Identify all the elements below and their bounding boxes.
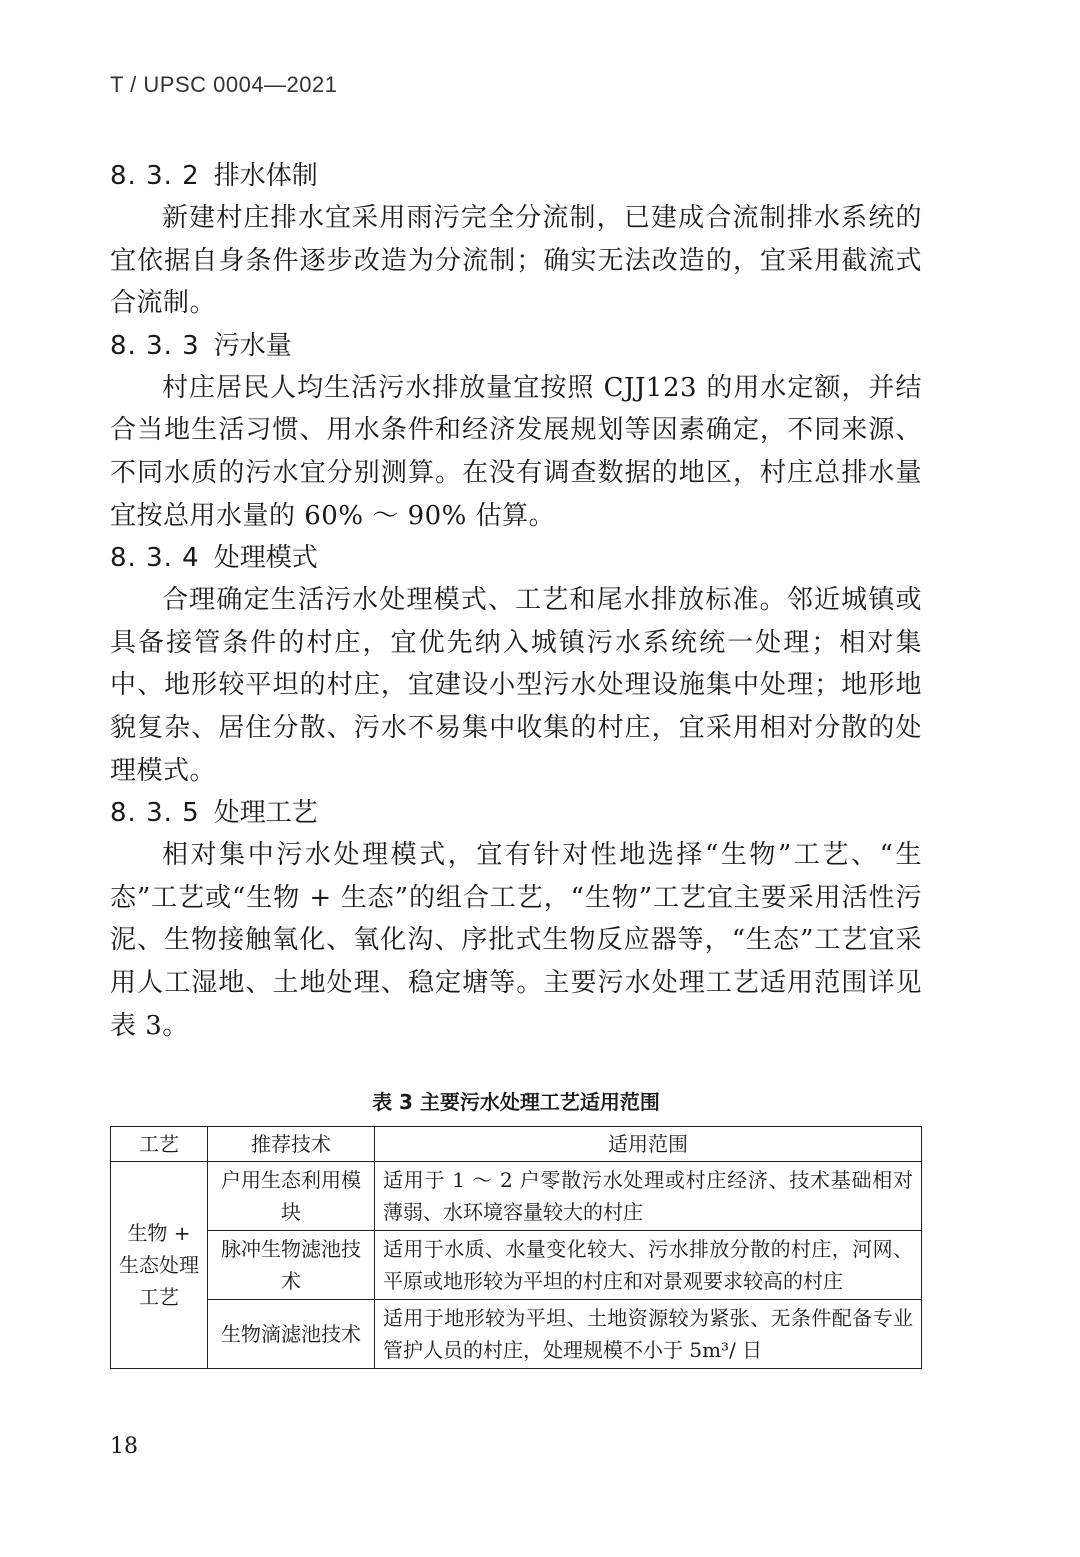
table-row	[111, 1162, 922, 1231]
scope-cell: 适用于 1 ～ 2 户零散污水处理或村庄经济、技术基础相对薄弱、水环境容量较大的村庄	[375, 1162, 922, 1231]
section-number: 8. 3. 5	[110, 798, 200, 829]
section-number: 8. 3. 3	[110, 330, 200, 361]
section-number: 8. 3. 4	[110, 543, 200, 574]
column-header-technology: 推荐技术	[208, 1127, 375, 1162]
page-number: 18	[110, 1434, 138, 1459]
table-header-row	[111, 1127, 922, 1162]
paragraph: 新建村庄排水宜采用雨污完全分流制，已建成合流制排水系统的宜依据自身条件逐步改造为分流制；确实无法改造的，宜采用截流式合流制。	[110, 203, 922, 319]
column-header-process: 工艺	[111, 1127, 208, 1162]
section-title: 处理模式	[213, 543, 318, 574]
technology-cell: 生物滴滤池技术	[208, 1300, 375, 1369]
process-cell: 生物 + 生态处理工艺	[111, 1162, 208, 1369]
scope-cell: 适用于地形较为平坦、土地资源较为紧张、无条件配备专业管护人员的村庄，处理规模不小于 5m³/ 日	[375, 1300, 922, 1369]
section-heading-8-3-2	[110, 155, 922, 197]
section-heading-8-3-4	[110, 537, 922, 579]
process-scope-table	[110, 1126, 922, 1369]
paragraph: 相对集中污水处理模式，宜有针对性地选择“生物”工艺、“生态”工艺或“生物 + 生态”的组合工艺，“生物”工艺宜主要采用活性污泥、生物接触氧化、氧化沟、序批式生物反应器等，“生态”工艺宜采用人工湿地、土地处理、稳定塘等。主要污水处理工艺适用范围详见表 3。	[110, 840, 922, 1041]
technology-cell: 脉冲生物滤池技术	[208, 1231, 375, 1300]
table-row	[111, 1231, 922, 1300]
standard-code: T / UPSC 0004—2021	[110, 72, 338, 97]
technology-cell: 户用生态利用模块	[208, 1162, 375, 1231]
paragraph: 合理确定生活污水处理模式、工艺和尾水排放标准。邻近城镇或具备接管条件的村庄，宜优先纳入城镇污水系统统一处理；相对集中、地形较平坦的村庄，宜建设小型污水处理设施集中处理；地形地貌复杂、居住分散、污水不易集中收集的村庄，宜采用相对分散的处理模式。	[110, 585, 922, 786]
section-heading-8-3-5	[110, 792, 922, 834]
paragraph: 村庄居民人均生活污水排放量宜按照 CJJ123 的用水定额，并结合当地生活习惯、用水条件和经济发展规划等因素确定，不同来源、不同水质的污水宜分别测算。在没有调查数据的地区，村庄总排水量宜按总用水量的 60% ～ 90% 估算。	[110, 372, 922, 531]
table-caption: 表 3 主要污水处理工艺适用范围	[372, 1090, 660, 1114]
section-number: 8. 3. 2	[110, 161, 200, 191]
scope-cell: 适用于水质、水量变化较大、污水排放分散的村庄，河网、平原或地形较为平坦的村庄和对景观要求较高的村庄	[375, 1231, 922, 1300]
column-header-scope: 适用范围	[375, 1127, 922, 1162]
table-row	[111, 1300, 922, 1369]
body-content	[110, 155, 922, 1047]
section-title: 处理工艺	[213, 798, 318, 829]
section-title: 污水量	[213, 330, 292, 361]
section-title: 排水体制	[213, 161, 318, 191]
section-heading-8-3-3	[110, 325, 922, 367]
